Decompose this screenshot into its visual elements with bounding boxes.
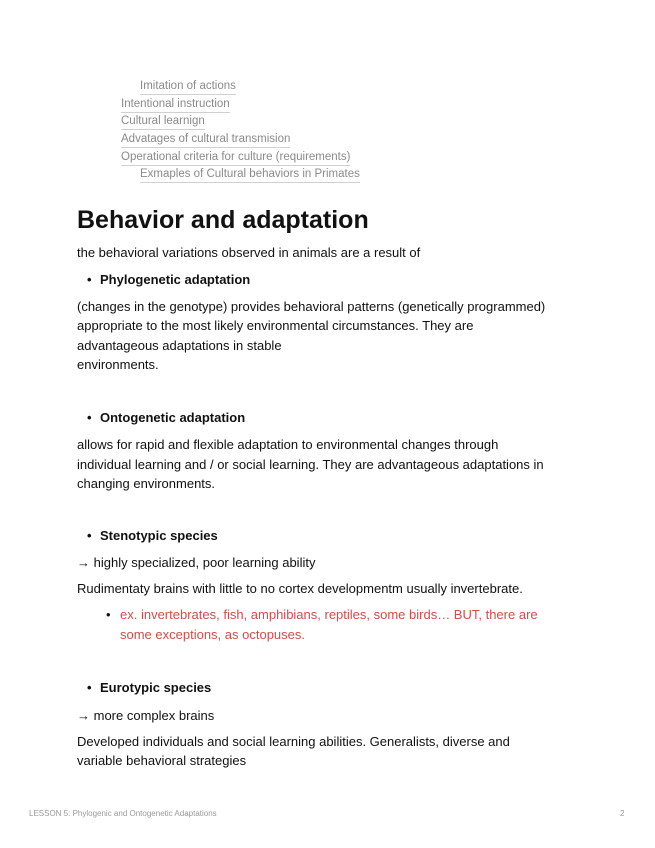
bullet-dot: •: [87, 680, 92, 695]
bullet-dot: •: [87, 410, 92, 425]
stenotypic-example-line-1: ex. invertebrates, fish, amphibians, reptiles, some birds… BUT, there are: [120, 607, 538, 622]
intro-text: the behavioral variations observed in animals are a result of: [77, 245, 421, 260]
section-title: Behavior and adaptation: [77, 206, 369, 234]
toc-link-examples-primates[interactable]: Exmaples of Cultural behaviors in Primates: [140, 167, 360, 183]
bullet-dot: •: [106, 607, 111, 622]
toc-link-cultural-learning[interactable]: Cultural learnign: [121, 114, 205, 130]
stenotypic-example-line-2: some exceptions, as octopuses.: [120, 626, 305, 642]
toc-link-advantages[interactable]: Advatages of cultural transmision: [121, 132, 290, 148]
phylogenetic-line-1: (changes in the genotype) provides behavioral patterns (genetically programmed): [77, 299, 546, 314]
ontogenetic-line-2: individual learning and / or social learning. They are advantageous adaptations in: [77, 457, 544, 472]
ontogenetic-line-3: changing environments.: [77, 476, 216, 491]
bullet-dot: •: [87, 272, 92, 287]
ontogenetic-line-1: allows for rapid and flexible adaptation to environmental changes through: [77, 437, 499, 452]
phylogenetic-line-4: environments.: [77, 357, 159, 372]
phylogenetic-heading: Phylogenetic adaptation: [100, 272, 251, 287]
eurotypic-line-2: variable behavioral strategies: [77, 753, 247, 768]
stenotypic-heading: Stenotypic species: [100, 528, 218, 543]
stenotypic-example: [106, 605, 566, 644]
footer-lesson-title: LESSON 5: Phylogenic and Ontogenetic Adaptations: [29, 809, 217, 818]
eurotypic-line-1: Developed individuals and social learning abilities. Generalists, diverse and: [77, 734, 510, 749]
bullet-dot: •: [87, 528, 92, 543]
toc-link-operational-criteria[interactable]: Operational criteria for culture (requirements): [121, 150, 350, 166]
stenotypic-body: Rudimentaty brains with little to no cortex developmentm usually invertebrate.: [77, 581, 523, 596]
toc-link-imitation[interactable]: Imitation of actions: [140, 79, 236, 95]
footer-page-number: 2: [620, 809, 625, 818]
phylogenetic-line-3: advantageous adaptations in stable: [77, 338, 282, 353]
eurotypic-arrow-text: → more complex brains: [77, 708, 215, 723]
eurotypic-heading: Eurotypic species: [100, 680, 212, 695]
ontogenetic-heading: Ontogenetic adaptation: [100, 410, 246, 425]
stenotypic-arrow-text: → highly specialized, poor learning ability: [77, 555, 316, 570]
toc-link-intentional-instruction[interactable]: Intentional instruction: [121, 97, 230, 113]
phylogenetic-line-2: appropriate to the most likely environmental circumstances. They are: [77, 318, 474, 333]
